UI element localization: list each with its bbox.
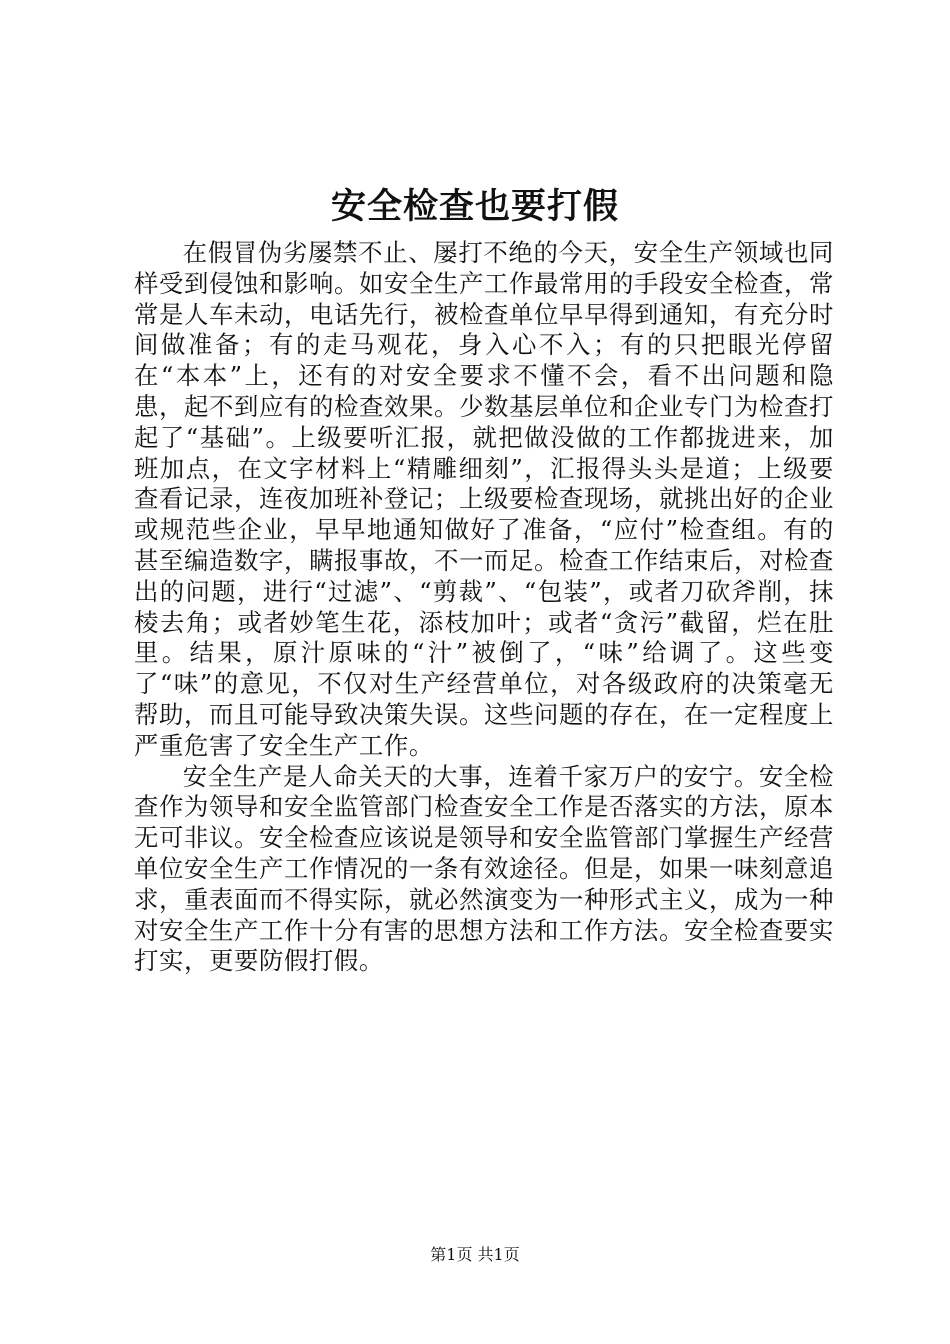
- document-body: [134, 238, 834, 977]
- page-footer: 第1页 共1页: [430, 1245, 520, 1264]
- document-title: 安全检查也要打假: [330, 186, 619, 227]
- paragraph-1: 在假冒伪劣屡禁不止、屡打不绝的今天，安全生产领域也同样受到侵蚀和影响。如安全生产工作最常用的手段安全检查，常常是人车未动，电话先行，被检查单位早早得到通知，有充分时间做准备；有的走马观花，身入心不入；有的只把眼光停留在“本本”上，还有的对安全要求不懂不会，看不出问题和隐患，起不到应有的检查效果。少数基层单位和企业专门为检查打起了“基础”。上级要听汇报，就把做没做的工作都拢进来，加班加点，在文字材料上“精雕细刻”，汇报得头头是道；上级要查看记录，连夜加班补登记；上级要检查现场，就挑出好的企业或规范些企业，早早地通知做好了准备，“应付”检查组。有的甚至编造数字，瞒报事故，不一而足。检查工作结束后，对检查出的问题，进行“过滤”、“剪裁”、“包装”，或者刀砍斧削，抹棱去角；或者妙笔生花，添枝加叶；或者“贪污”截留，烂在肚里。结果，原汁原味的“汁”被倒了，“味”给调了。这些变了“味”的意见，不仅对生产经营单位，对各级政府的决策毫无帮助，而且可能导致决策失误。这些问题的存在，在一定程度上严重危害了安全生产工作。: [134, 238, 834, 760]
- paragraph-2: 安全生产是人命关天的大事，连着千家万户的安宁。安全检查作为领导和安全监管部门检查安全工作是否落实的方法，原本无可非议。安全检查应该说是领导和安全监管部门掌握生产经营单位安全生产工作情况的一条有效途径。但是，如果一味刻意追求，重表面而不得实际，就必然演变为一种形式主义，成为一种对安全生产工作十分有害的思想方法和工作方法。安全检查要实打实，更要防假打假。: [134, 761, 834, 976]
